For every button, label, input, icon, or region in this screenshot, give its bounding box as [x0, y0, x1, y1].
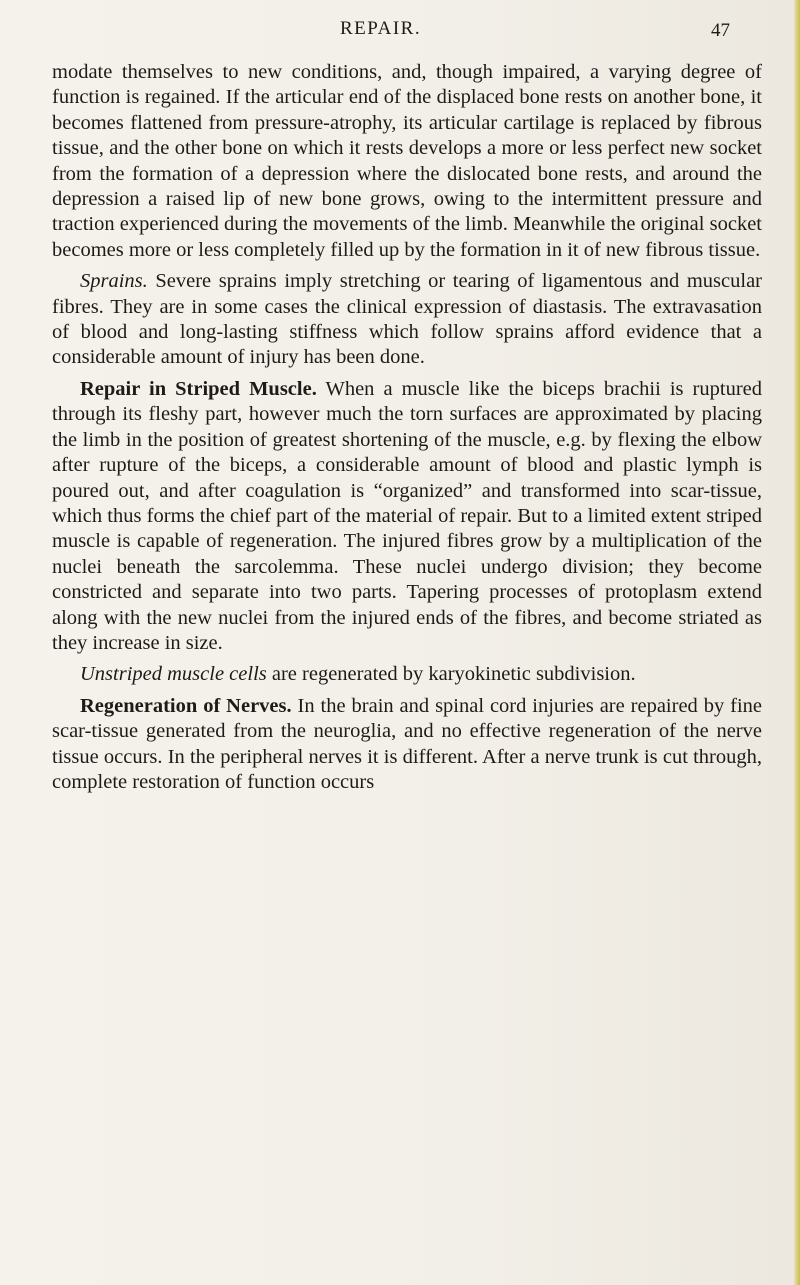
page-number: 47 [711, 20, 730, 41]
paragraph-unstriped-muscle [52, 662, 762, 687]
section-heading-striped-muscle: Repair in Striped Muscle. [80, 377, 317, 400]
page-edge-border [794, 0, 800, 1285]
paragraph-sprains [52, 269, 762, 371]
italic-lead-unstriped: Unstriped muscle cells [80, 663, 267, 686]
paragraph-text: In the brain and spinal cord injuries are repaired by fine scar-tissue generated from the neuroglia, and no effective regeneration of the nerve tissue occurs. In the peripheral nerves it is different. After a nerve trunk is cut through, complete restoration of function occurs [52, 694, 762, 793]
paragraph-text: are regenerated by karyokinetic subdivision. [266, 663, 636, 686]
paragraph-striped-muscle [52, 377, 762, 656]
body-text [52, 60, 762, 795]
paragraph-text: Severe sprains imply stretching or tearing of ligamentous and muscular fibres. They are in some cases the clinical expression of diastasis. The extravasation of blood and long-lasting stiffness which follow sprains afford evidence that a considerable amount of injury has been done. [52, 270, 762, 369]
paragraph-text: When a muscle like the biceps brachii is ruptured through its fleshy part, however much the torn surfaces are approximated by placing the limb in the position of greatest shortening of the muscle, e.g. by flexing the elbow after rupture of the biceps, a considerable amount of blood and plastic lymph is poured out, and after coagulation is “organized” and transformed into scar-tissue, which thus forms the chief part of the material of repair. But to a limited extent striped muscle is capable of regeneration. The injured fibres grow by a multiplication of the nuclei beneath the sarcolemma. These nuclei undergo division; they become constricted and separate into two parts. Tapering processes of protoplasm extend along with the new nuclei from the injured ends of the fibres, and become striated as they increase in size. [52, 377, 762, 654]
page-header [0, 18, 800, 42]
paragraph-dislocation-continued [52, 60, 762, 263]
running-title: REPAIR. [340, 18, 422, 39]
paragraph-nerves [52, 694, 762, 796]
section-heading-nerves: Regeneration of Nerves. [80, 694, 292, 717]
paragraph-text: modate themselves to new conditions, and, though impaired, a varying degree of function is regained. If the articular end of the displaced bone rests on another bone, it becomes flattened from pressure-atrophy, its articular cartilage is replaced by fibrous tissue, and the other bone on which it rests develops a more or less perfect new socket from the formation of a depression where the dislocated bone rests, and around the depression a raised lip of new bone grows, owing to the intermittent pressure and traction experienced during the movements of the limb. Meanwhile the original socket becomes more or less completely filled up by the formation in it of new fibrous tissue. [52, 61, 762, 261]
section-heading-sprains: Sprains. [80, 270, 148, 293]
